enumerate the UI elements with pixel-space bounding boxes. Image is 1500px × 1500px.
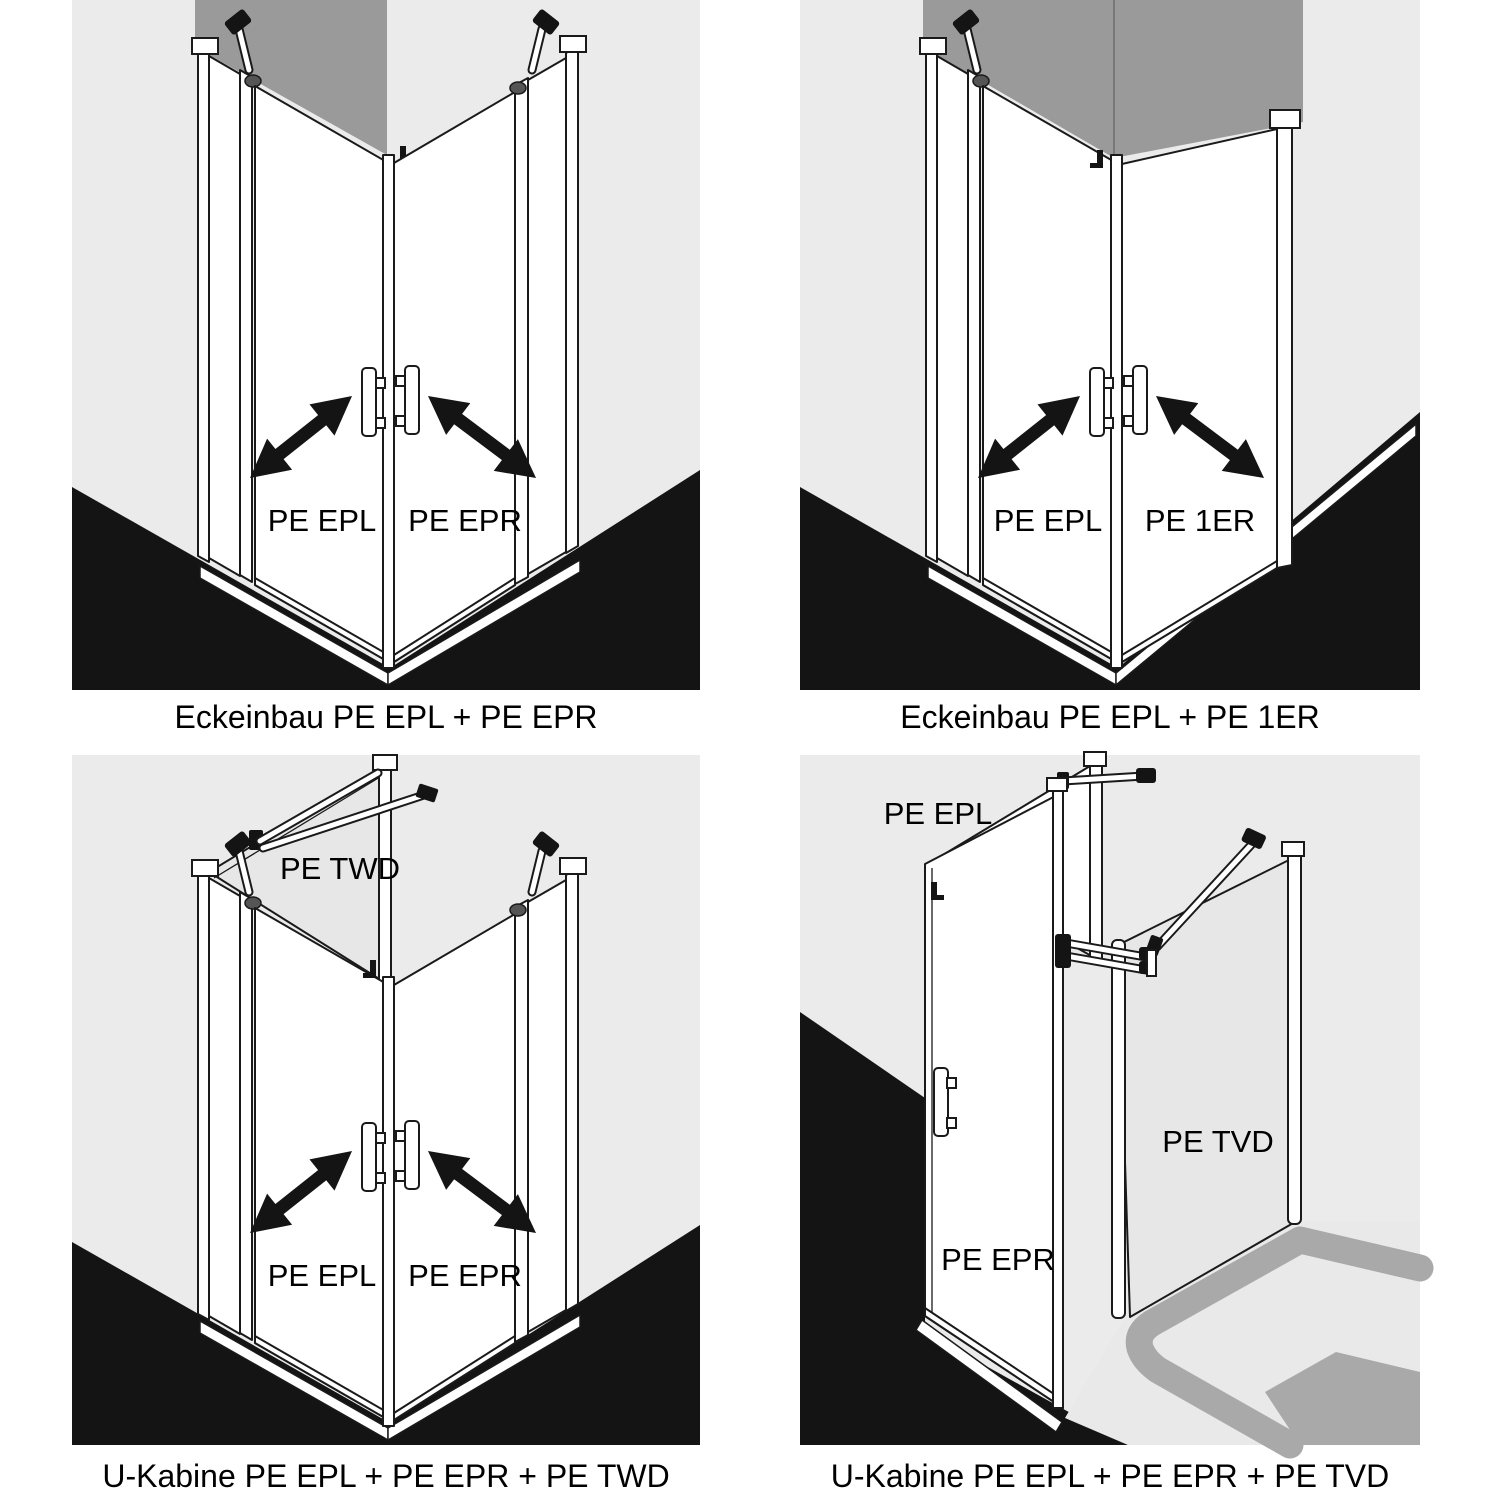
wall-profile-right — [566, 46, 578, 553]
wall-profile-left — [198, 870, 209, 1320]
wall-profile-right — [1277, 121, 1292, 568]
fixed-panel-right — [528, 58, 566, 574]
profile-top-cap — [920, 38, 946, 54]
twd-post-top-cap — [373, 755, 397, 770]
label-side-wall: PE TVD — [1162, 1124, 1274, 1159]
tvd-post-top-cap — [1282, 842, 1304, 856]
corner-post — [1111, 155, 1122, 668]
hinge-post-left — [240, 70, 252, 582]
hinge-knuckle-left — [245, 75, 261, 87]
bar-bracket — [1147, 950, 1156, 976]
panel-ukabine-epl-epr-twd — [72, 755, 700, 1494]
label-side-wall: PE TWD — [280, 851, 400, 886]
wall-profile-left — [198, 48, 209, 562]
wall-profile-left — [926, 48, 937, 562]
label-left-door: PE EPL — [267, 1258, 377, 1293]
corner-post — [383, 977, 394, 1426]
epl-back-post — [1090, 763, 1102, 961]
label-right-door: PE EPR — [408, 1258, 522, 1293]
profile-top-cap — [560, 36, 586, 52]
door-hinge-post — [1053, 790, 1063, 1408]
panel-ukabine-epl-epr-tvd — [800, 752, 1420, 1494]
hinge-knuckle-right — [510, 904, 526, 916]
fixed-panel-right — [528, 880, 566, 1332]
fixed-panel-left — [209, 878, 240, 1334]
hinge-knuckle-left — [973, 75, 989, 87]
caption: U-Kabine PE EPL + PE EPR + PE TWD — [102, 1458, 670, 1494]
back-post-top-cap — [1084, 752, 1106, 766]
panel-eckeinbau-epl-1er — [800, 0, 1420, 735]
wall-profile-right — [566, 868, 578, 1311]
caption: U-Kabine PE EPL + PE EPR + PE TVD — [830, 1458, 1390, 1494]
profile-top-cap — [192, 860, 218, 876]
hinge-knuckle-right — [510, 82, 526, 94]
caption: Eckeinbau PE EPL + PE EPR — [174, 699, 598, 735]
panel-eckeinbau-epl-epr — [72, 0, 700, 735]
label-right-door: PE 1ER — [1144, 503, 1256, 538]
tvd-post-right — [1288, 852, 1301, 1224]
fixed-panel-left — [937, 56, 968, 576]
tvd-post-left — [1112, 940, 1125, 1318]
hinge-post-left — [240, 892, 252, 1340]
caption: Eckeinbau PE EPL + PE 1ER — [900, 699, 1320, 735]
profile-top-cap — [1270, 110, 1300, 128]
corner-post — [383, 155, 394, 668]
hinge-knuckle-left — [245, 897, 261, 909]
label-back-door: PE EPL — [883, 796, 993, 831]
label-left-door: PE EPL — [267, 503, 377, 538]
hinge-post-top-cap — [1047, 778, 1067, 791]
hinge-post-left — [968, 70, 980, 582]
wall-anchor — [1136, 768, 1156, 783]
label-front-door: PE EPR — [941, 1242, 1055, 1277]
label-right-door: PE EPR — [408, 503, 522, 538]
label-left-door: PE EPL — [993, 503, 1103, 538]
hinge-clamp — [1055, 934, 1071, 968]
profile-top-cap — [192, 38, 218, 54]
fixed-panel-left — [209, 56, 240, 576]
profile-top-cap — [560, 858, 586, 874]
